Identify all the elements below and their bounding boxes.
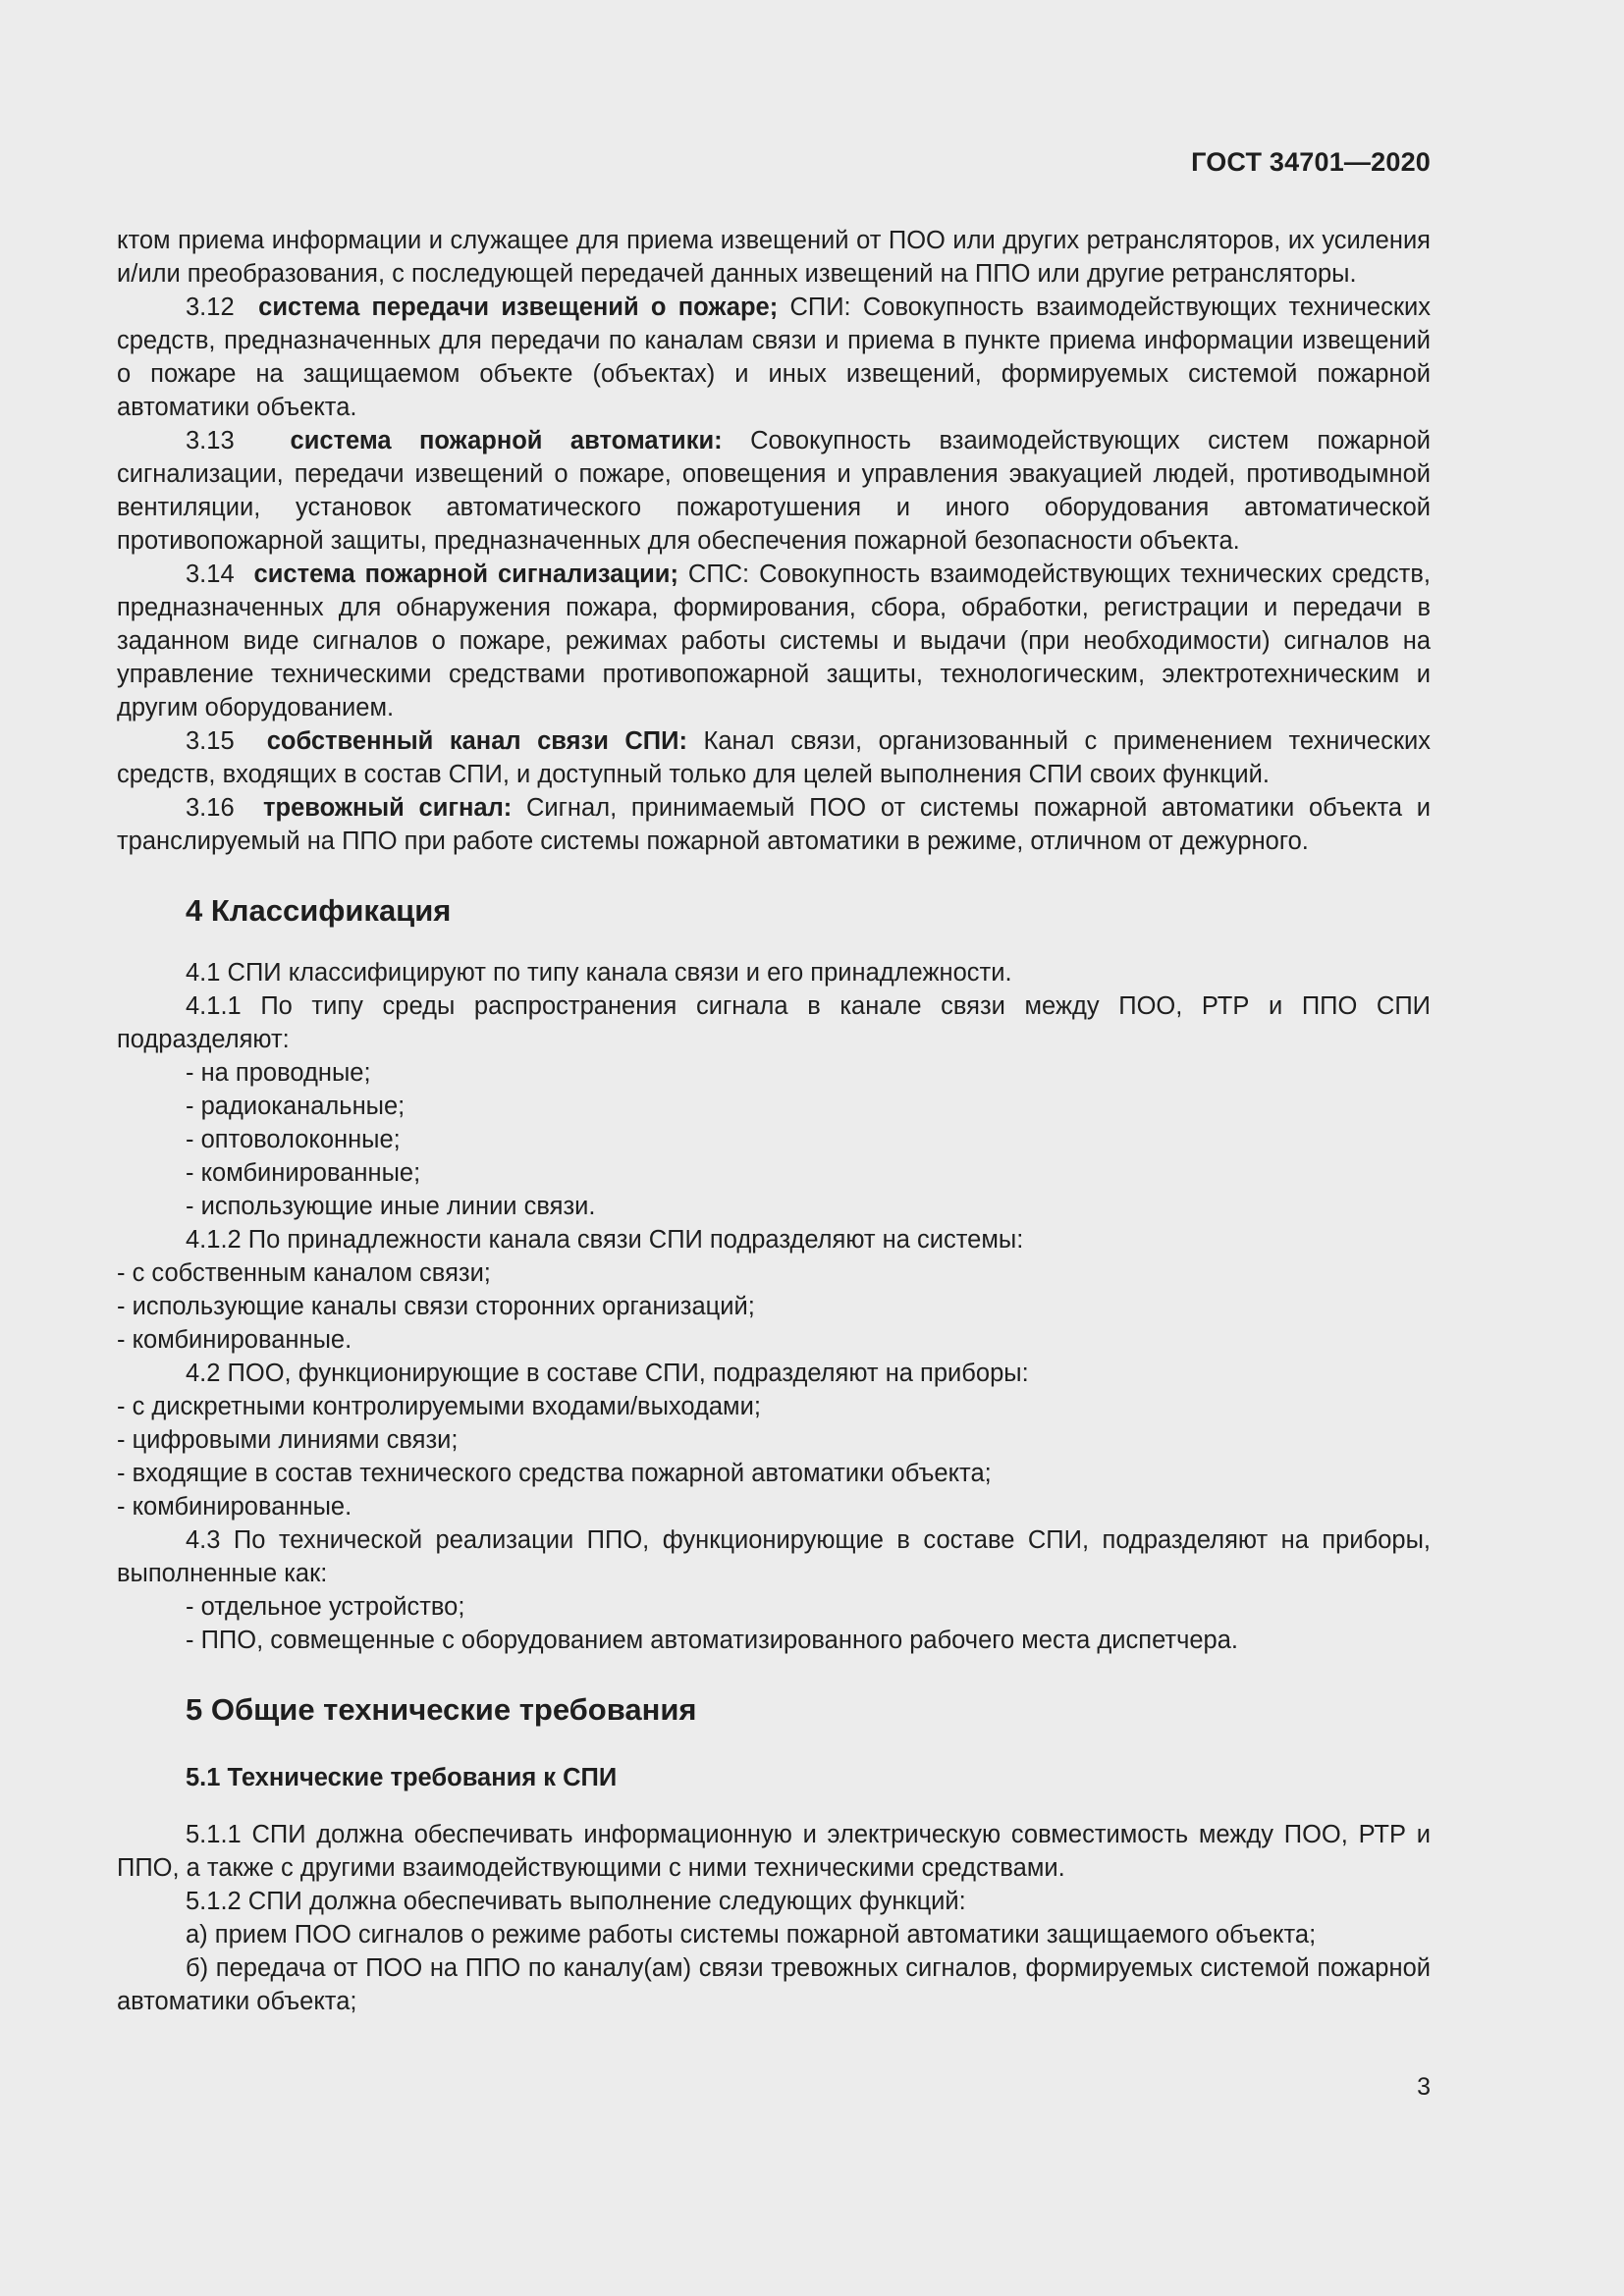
definition-number: 3.13: [186, 427, 235, 454]
list-item: - оптоволоконные;: [186, 1126, 401, 1153]
definition-text: Сигнал, принимаемый ПОО от системы пожарной автоматики объекта и транслируемый на ППО при работе системы пожарной автоматики в режиме, отличном от дежурного.: [117, 794, 1431, 855]
definition-text: СПИ: Совокупность взаимодействующих технических средств, предназначенных для передачи по каналам связи и приема в пункте приема информации извещений о пожаре на защищаемом объекте (объектах) и иных извещений, формируемых системой пожарной автоматики объекта.: [117, 294, 1431, 421]
definition-text: СПС: Совокупность взаимодействующих технических средств, предназначенных для обнаружения пожара, формирования, сбора, обработки, регистрации и передачи в заданном виде сигналов о пожаре, режимах работы системы и выдачи (при необходимости) сигналов на управление техническими средствами противопожарной защиты, технологическим, электротехническим и другим оборудованием.: [117, 561, 1431, 721]
definition-term: система пожарной автоматики:: [290, 427, 723, 454]
clause-4-2: 4.2 ПОО, функционирующие в составе СПИ, подразделяют на приборы:: [186, 1360, 1029, 1387]
definition-number: 3.12: [186, 294, 235, 321]
list-item: - отдельное устройство;: [186, 1593, 465, 1621]
list-item: - использующие иные линии связи.: [186, 1193, 596, 1220]
clause-4-3: 4.3 По технической реализации ППО, функционирующие в составе СПИ, подразделяют на приборы, выполненные как:: [117, 1526, 1431, 1587]
clause-4-1-2: 4.1.2 По принадлежности канала связи СПИ подразделяют на системы:: [186, 1226, 1024, 1254]
definition-3-14: [117, 558, 1431, 724]
subsection-5-1-heading: 5.1 Технические требования к СПИ: [186, 1764, 618, 1791]
list-item: - цифровыми линиями связи;: [117, 1426, 459, 1454]
definition-term: собственный канал связи СПИ:: [266, 727, 687, 755]
list-item: - комбинированные.: [117, 1326, 352, 1354]
list-item: - входящие в состав технического средства пожарной автоматики объекта;: [117, 1460, 992, 1487]
definition-3-12: [117, 291, 1431, 424]
list-item: - использующие каналы связи сторонних организаций;: [117, 1293, 755, 1320]
list-item: - с дискретными контролируемыми входами/выходами;: [117, 1393, 761, 1420]
section-4-heading: 4 Классификация: [186, 893, 452, 928]
definition-term: система передачи извещений о пожаре;: [258, 294, 779, 321]
list-item: - ППО, совмещенные с оборудованием автоматизированного рабочего места диспетчера.: [186, 1627, 1239, 1654]
list-item: - комбинированные.: [117, 1493, 352, 1521]
definition-number: 3.16: [186, 794, 235, 822]
definition-number: 3.15: [186, 727, 235, 755]
list-item: - комбинированные;: [186, 1159, 421, 1187]
document-body: [117, 224, 1431, 2018]
definition-3-16: [117, 791, 1431, 858]
definition-term: тревожный сигнал:: [263, 794, 513, 822]
definition-number: 3.14: [186, 561, 235, 588]
list-item-b: б) передача от ПОО на ППО по каналу(ам) связи тревожных сигналов, формируемых системой пожарной автоматики объекта;: [117, 1954, 1431, 2015]
definition-text: Совокупность взаимодействующих систем пожарной сигнализации, передачи извещений о пожаре, оповещения и управления эвакуацией людей, противодымной вентиляции, установок автоматического пожаротушения и иного оборудования автоматической противопожарной защиты, предназначенных для обеспечения пожарной безопасности объекта.: [117, 427, 1431, 555]
intro-paragraph: ктом приема информации и служащее для приема извещений от ПОО или других ретрансляторов, их усиления и/или преобразования, с последующей передачей данных извещений на ППО или другие ретрансляторы.: [117, 227, 1431, 288]
definition-3-15: [117, 724, 1431, 791]
definition-text: Канал связи, организованный с применением технических средств, входящих в состав СПИ, и доступный только для целей выполнения СПИ своих функций.: [117, 727, 1432, 788]
definition-3-13: [117, 424, 1431, 558]
list-item-a: а) прием ПОО сигналов о режиме работы системы пожарной автоматики защищаемого объекта;: [186, 1921, 1317, 1949]
page-number: 3: [1417, 2073, 1431, 2101]
list-item: - с собственным каналом связи;: [117, 1259, 491, 1287]
section-5-heading: 5 Общие технические требования: [186, 1692, 697, 1727]
clause-4-1: 4.1 СПИ классифицируют по типу канала связи и его принадлежности.: [186, 959, 1012, 987]
clause-4-1-1: 4.1.1 По типу среды распространения сигнала в канале связи между ПОО, РТР и ППО СПИ подразделяют:: [117, 992, 1431, 1053]
document-id: ГОСТ 34701—2020: [1191, 147, 1431, 177]
list-item: - радиоканальные;: [186, 1093, 406, 1120]
list-item: - на проводные;: [186, 1059, 371, 1087]
definition-term: система пожарной сигнализации;: [253, 561, 678, 588]
clause-5-1-1: 5.1.1 СПИ должна обеспечивать информационную и электрическую совместимость между ПОО, РТР и ППО, а также с другими взаимодействующими с ними техническими средствами.: [117, 1821, 1431, 1882]
clause-5-1-2: 5.1.2 СПИ должна обеспечивать выполнение следующих функций:: [186, 1888, 966, 1915]
